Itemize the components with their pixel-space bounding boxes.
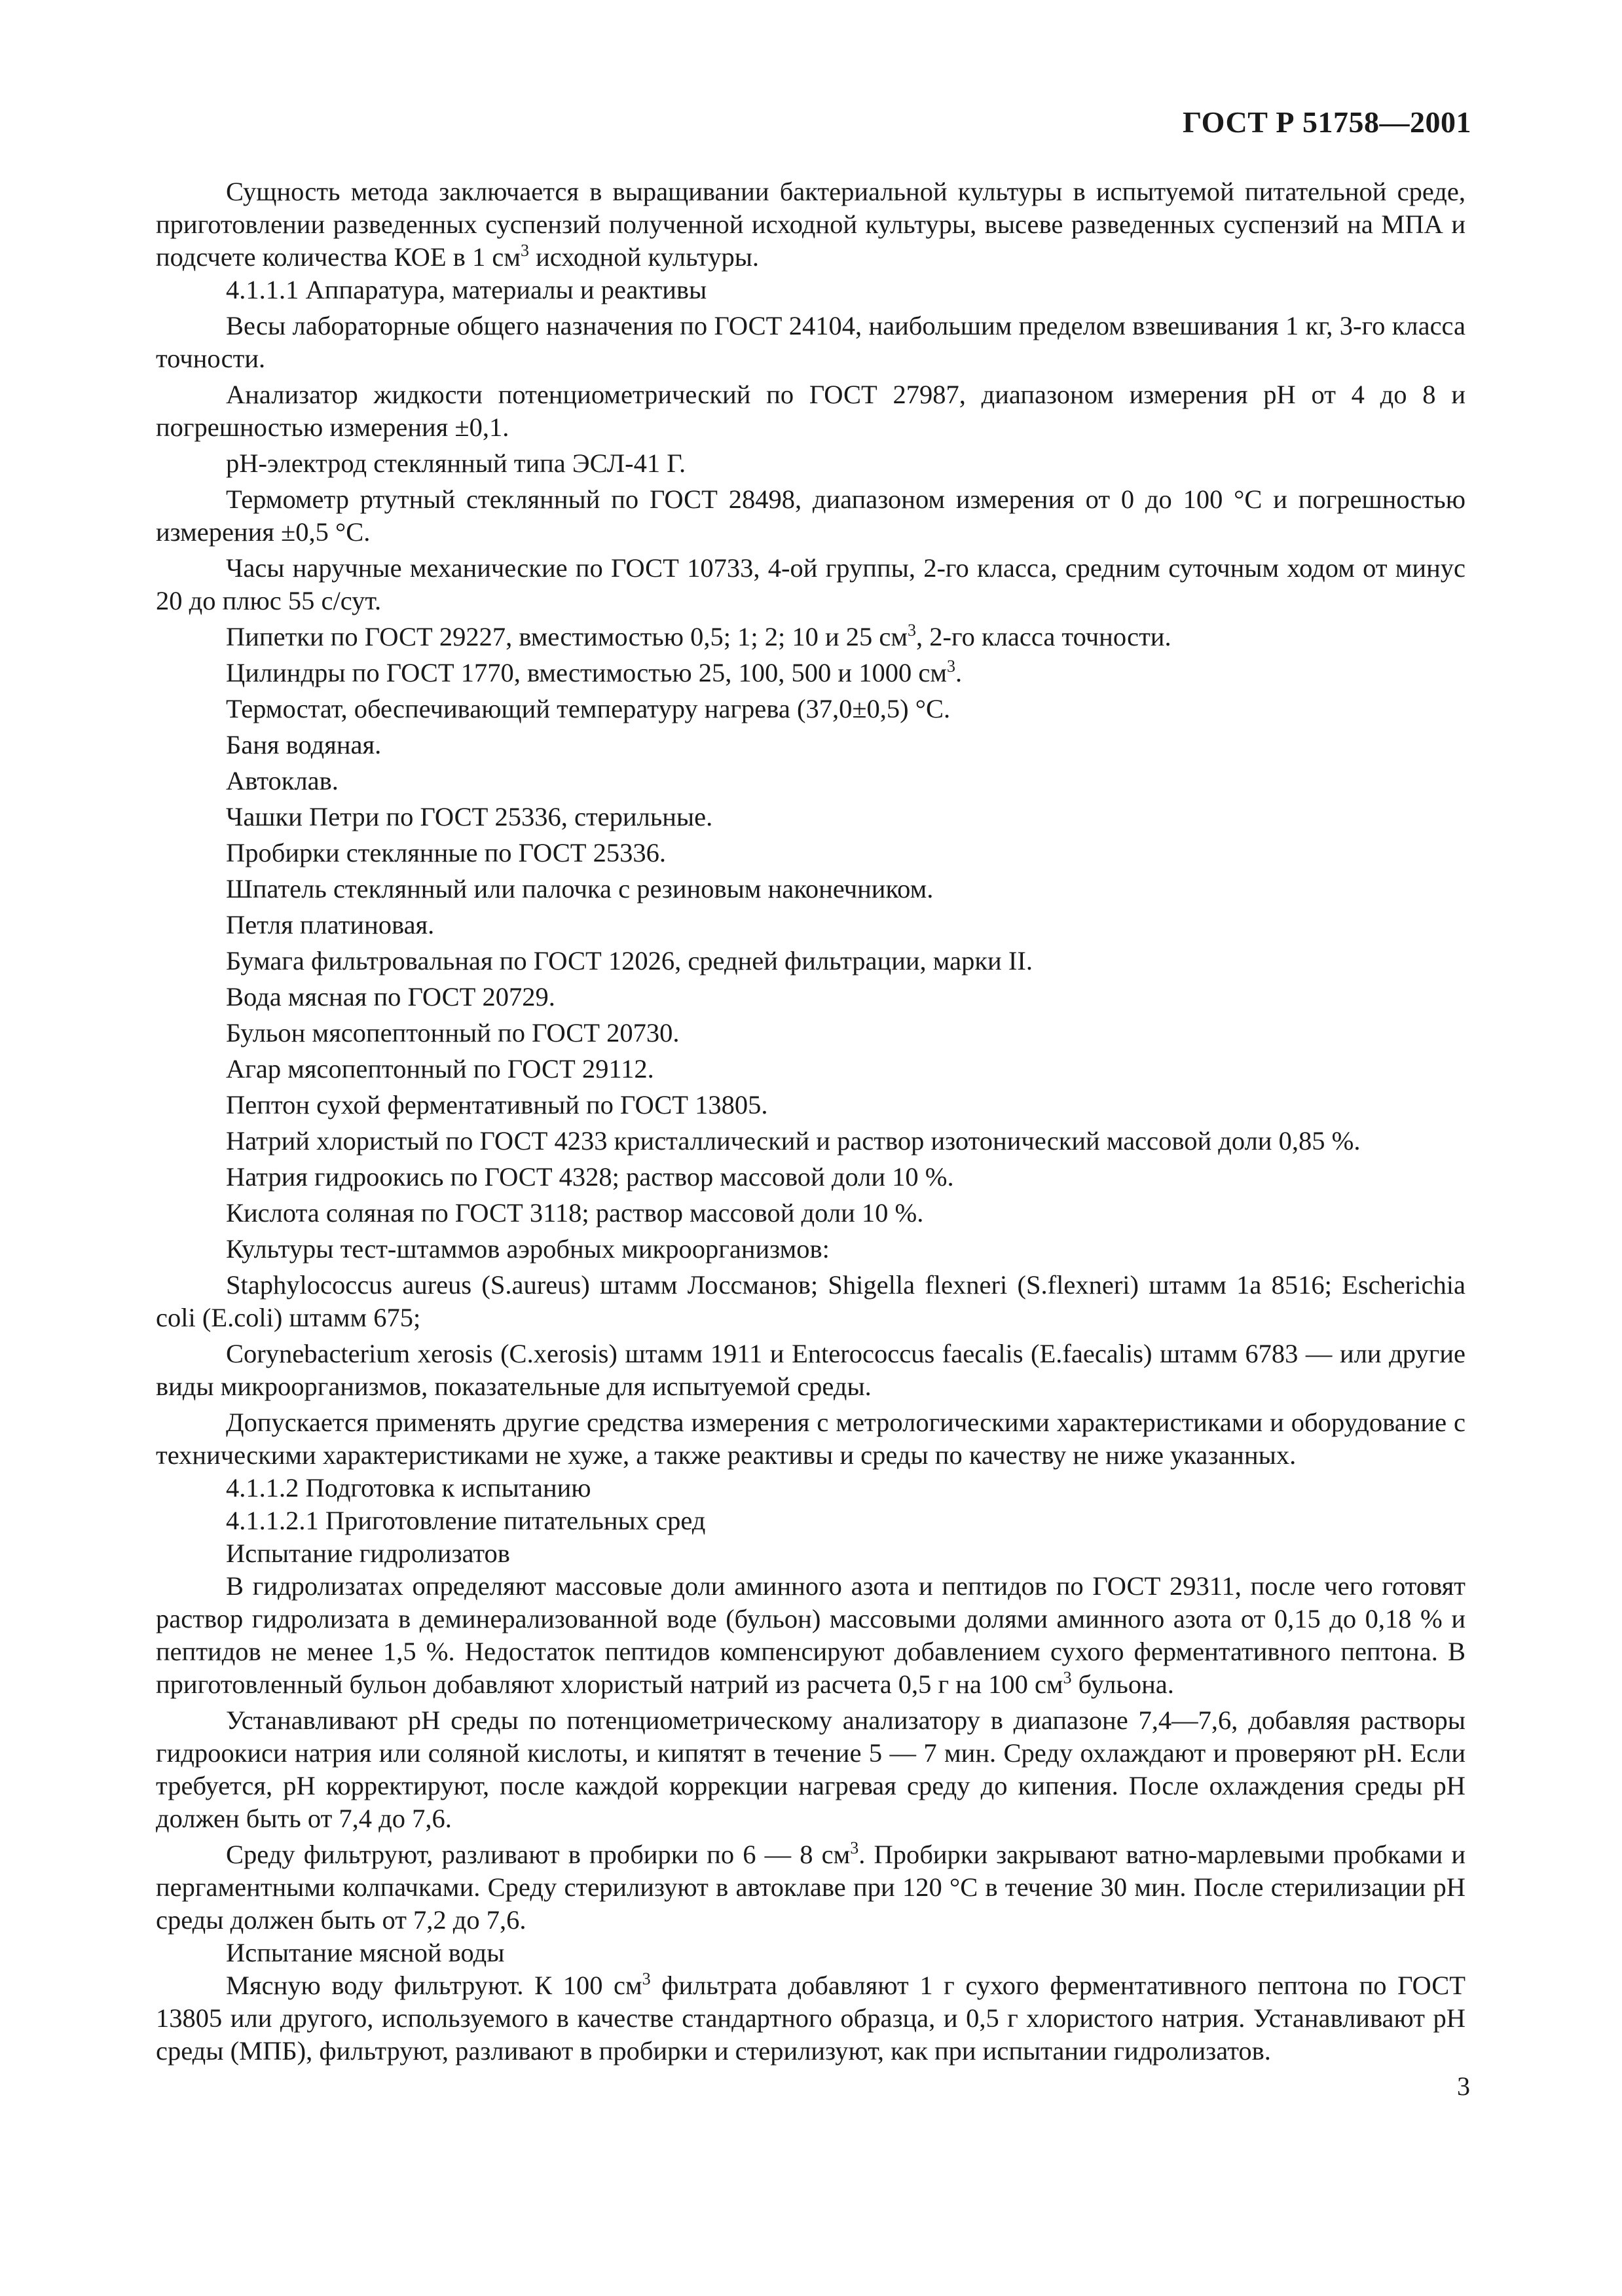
equipment-item: Бульон мясопептонный по ГОСТ 20730. xyxy=(226,1018,680,1048)
equipment-item: Анализатор жидкости потенциометрический по ГОСТ 27987, диапазоном измерения pH от 4 до 8 и погрешностью измерения ±0,1. xyxy=(156,380,1465,442)
paragraph-ph-adjust: Устанавливают pH среды по потенциометрическому анализатору в диапазоне 7,4—7,6, добавляя растворы гидроокиси натрия или соляной кислоты, и кипятят в течение 5 — 7 мин. Среду охлаждают и проверяют pH. Если требуется, pH корректируют, после каждой коррекции нагревая среду до кипения. После охлаждения среды pH должен быть от 7,4 до 7,6. xyxy=(156,1705,1465,1833)
equipment-item: Весы лабораторные общего назначения по ГОСТ 24104, наибольшим пределом взвешивания 1 кг, 3-го класса точности. xyxy=(156,311,1465,373)
equipment-item: Пептон сухой ферментативный по ГОСТ 13805. xyxy=(226,1090,768,1120)
equipment-item: Натрий хлористый по ГОСТ 4233 кристаллический и раствор изотонический массовой доли 0,85 %. xyxy=(226,1126,1361,1156)
equipment-item: Пипетки по ГОСТ 29227, вместимостью 0,5; 1; 2; 10 и 25 $см^3$, 2-го класса точности. xyxy=(226,621,1171,651)
paragraph-sterilize: Среду фильтруют, разливают в пробирки по 6 — 8 $см^3$. Пробирки закрывают ватно-марлевыми пробками и пергаментными колпачками. Среду стерилизуют в автоклаве при 120 °С в течение 30 мин. После стерилизации pH среды должен быть от 7,2 до 7,6. xyxy=(156,1838,1466,1935)
equipment-item: Кислота соляная по ГОСТ 3118; раствор массовой доли 10 %. xyxy=(226,1198,924,1228)
subheading-meat-water: Испытание мясной воды xyxy=(226,1938,505,1967)
paragraph-hydrolysates: В гидролизатах определяют массовые доли аминного азота и пептидов по ГОСТ 29311, после чего готовят раствор гидролизата в деминерализованной воде (бульон) массовыми долями аминного азота от 0,15 до 0,18 % и пептидов не менее 1,5 %. Недостаток пептидов компенсируют добавлением сухого ферментативного пептона. В приготовленный бульон добавляют хлористый натрий из расчета 0,5 г на 100 $см^3$ бульона. xyxy=(156,1571,1465,1699)
equipment-item: Термостат, обеспечивающий температуру нагрева (37,0±0,5) °С. xyxy=(226,694,951,723)
section-heading-4-1-1-1: 4.1.1.1 Аппаратура, материалы и реактивы xyxy=(226,275,707,304)
document-body xyxy=(156,175,1465,2068)
equipment-item: pH-электрод стеклянный типа ЭСЛ-41 Г. xyxy=(226,448,686,478)
equipment-item: Чашки Петри по ГОСТ 25336, стерильные. xyxy=(226,802,713,831)
section-heading-4-1-1-2: 4.1.1.2 Подготовка к испытанию xyxy=(226,1473,591,1503)
equipment-item: Вода мясная по ГОСТ 20729. xyxy=(226,982,555,1011)
equipment-item: Шпатель стеклянный или палочка с резиновым наконечником. xyxy=(226,874,934,903)
equipment-item: Натрия гидроокись по ГОСТ 4328; раствор массовой доли 10 %. xyxy=(226,1162,954,1192)
equipment-item: Петля платиновая. xyxy=(226,910,435,939)
equipment-item: Баня водяная. xyxy=(226,730,382,759)
equipment-item: Цилиндры по ГОСТ 1770, вместимостью 25, 100, 500 и 1000 $см^3$. xyxy=(226,657,963,687)
equipment-item: Бумага фильтровальная по ГОСТ 12026, средней фильтрации, марки II. xyxy=(226,946,1033,975)
section-heading-4-1-1-2-1: 4.1.1.2.1 Приготовление питательных сред xyxy=(226,1506,706,1535)
page-number: 3 xyxy=(1457,2071,1470,2101)
equipment-item: Автоклав. xyxy=(226,766,339,795)
equipment-item: Часы наручные механические по ГОСТ 10733, 4-ой группы, 2-го класса, средним суточным ходом от минус 20 до плюс 55 с/сут. xyxy=(156,553,1465,615)
paragraph-method-essence: Сущность метода заключается в выращивании бактериальной культуры в испытуемой питательной среде, приготовлении разведенных суспензий полученной исходной культуры, высеве разведенных суспензий на МПА и подсчете количества КОЕ в 1 $см^3$ исходной культуры. xyxy=(156,177,1465,272)
paragraph-alternatives: Допускается применять другие средства измерения с метрологическими характеристиками и оборудование с техническими характеристиками не хуже, а также реактивы и среды по качеству не ниже указанных. xyxy=(156,1408,1465,1470)
equipment-item: Пробирки стеклянные по ГОСТ 25336. xyxy=(226,838,667,867)
equipment-item: Термометр ртутный стеклянный по ГОСТ 28498, диапазоном измерения от 0 до 100 °С и погрешностью измерения ±0,5 °С. xyxy=(156,484,1465,547)
equipment-item: Культуры тест-штаммов аэробных микроорганизмов: xyxy=(226,1234,830,1264)
document-header: ГОСТ Р 51758—2001 xyxy=(1183,105,1471,139)
test-strains: Corynebacterium xerosis (C.xerosis) штамм 1911 и Enterococcus faecalis (E.faecalis) штамм 6783 — или другие виды микроорганизмов, показательные для испытуемой среды. xyxy=(156,1339,1465,1401)
subheading-hydrolysates: Испытание гидролизатов xyxy=(226,1539,510,1568)
test-strains: Staphylococcus aureus (S.aureus) штамм Лоссманов; Shigella flexneri (S.flexneri) штамм 1a 8516; Escherichia coli (E.coli) штамм 675; xyxy=(156,1270,1465,1332)
equipment-item: Агар мясопептонный по ГОСТ 29112. xyxy=(226,1054,654,1084)
paragraph-meat-water: Мясную воду фильтруют. К 100 $см^3$ фильтрата добавляют 1 г сухого ферментативного пептона по ГОСТ 13805 или другого, используемого в качестве стандартного образца, и 0,5 г хлористого натрия. Устанавливают pH среды (МПБ), фильтруют, разливают в пробирки и стерилизуют, как при испытании гидролизатов. xyxy=(156,1969,1466,2066)
